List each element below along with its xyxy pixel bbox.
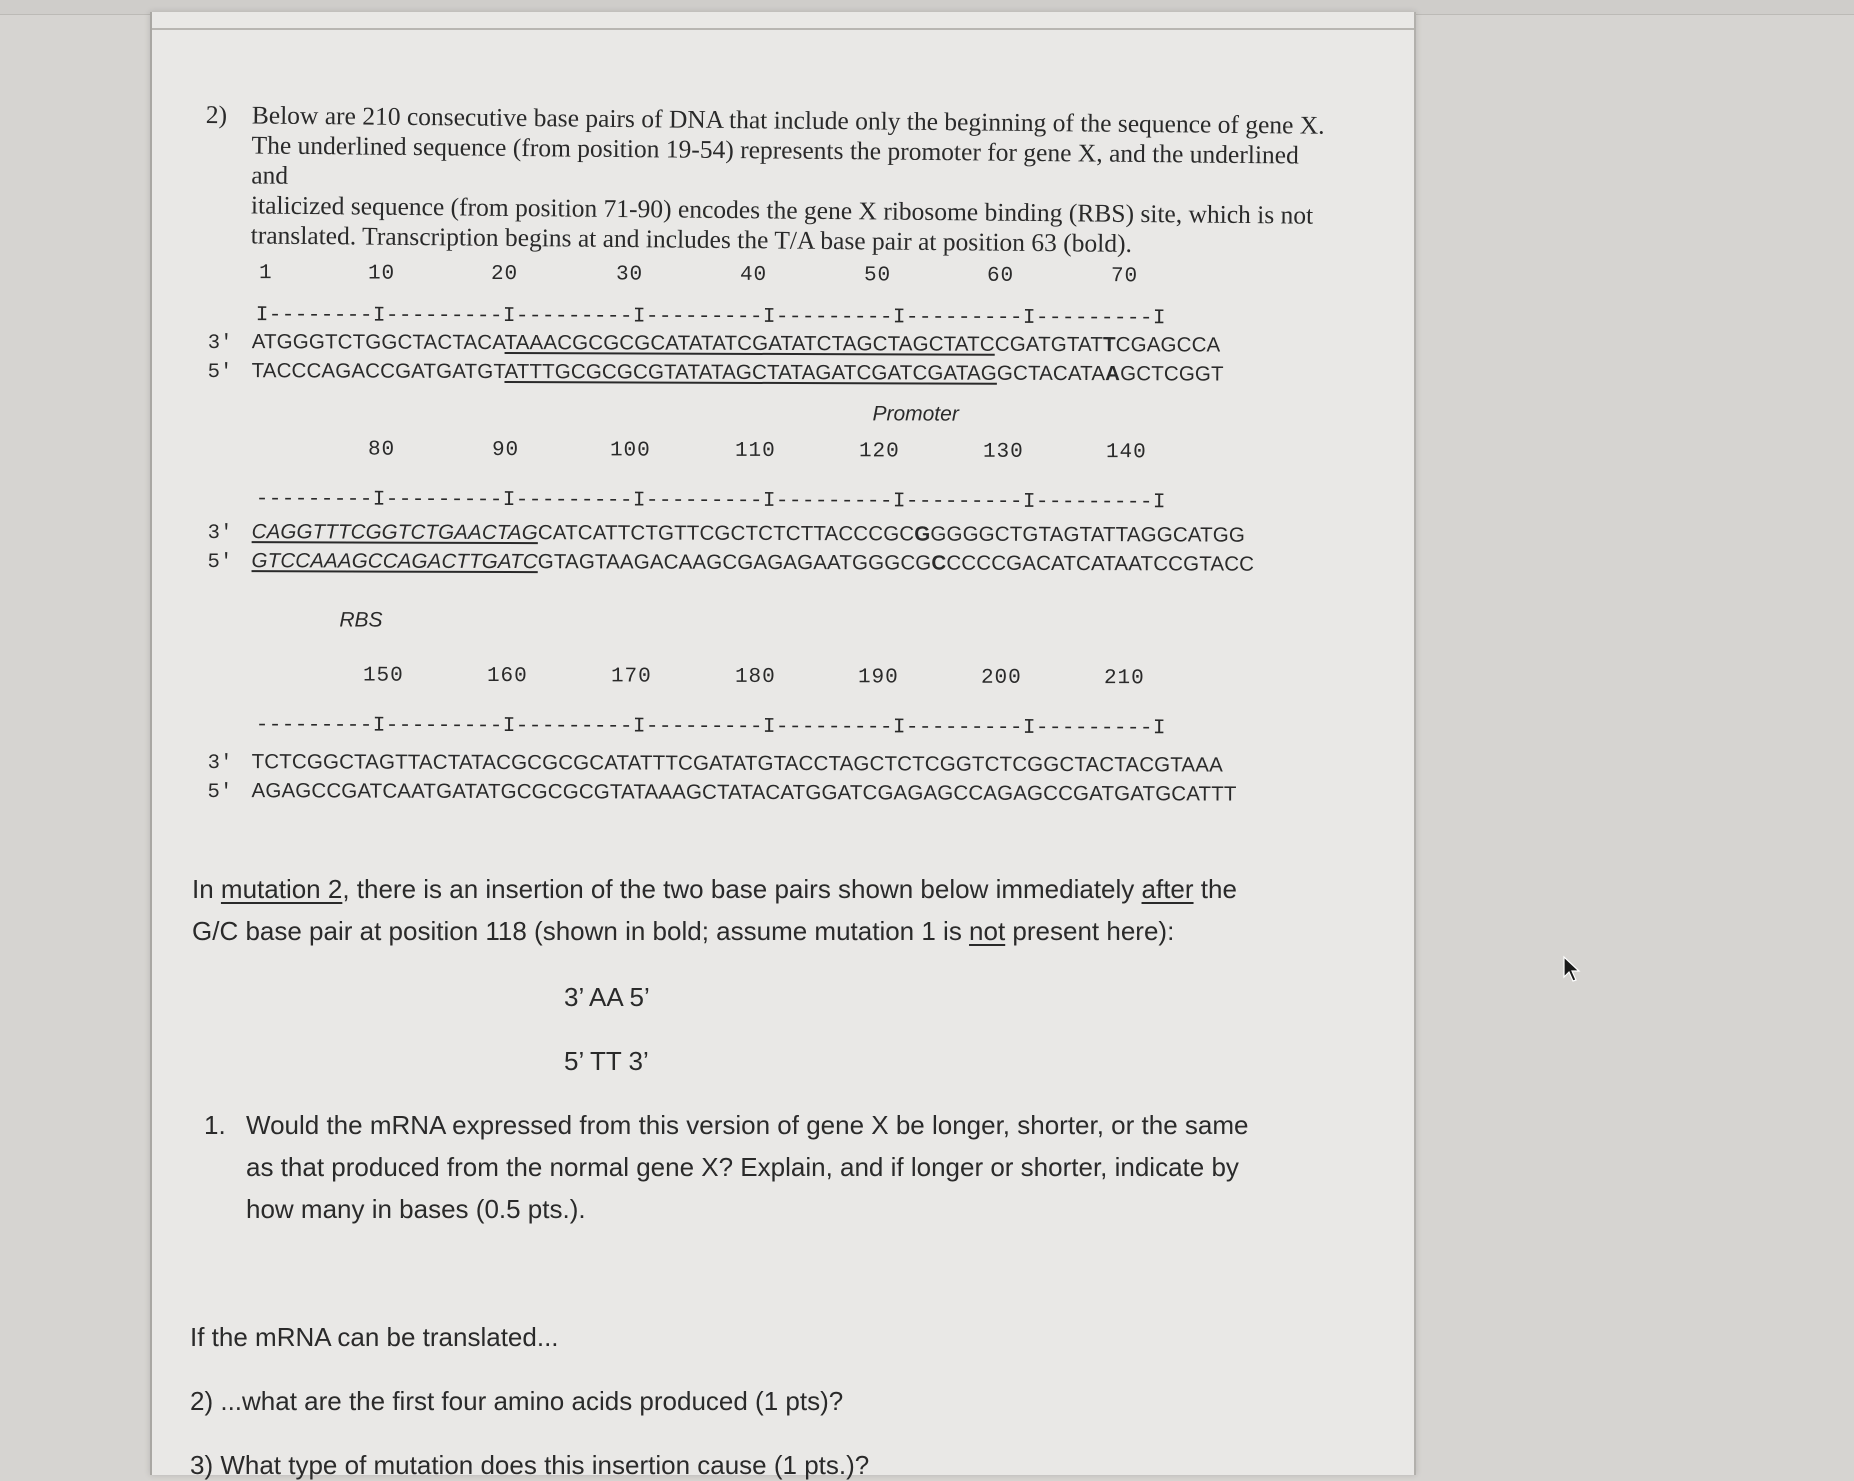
intro-line-1: Below are 210 consecutive base pairs of DNA that include only the beginning of the sequence of gene X. [251,100,1325,140]
position-ticks-1 [208,262,1348,296]
tick-label: 190 [857,666,899,690]
sequence-block-1 [207,262,1348,426]
position-ruler-3: ---------I---------I---------I---------I---------I---------I---------I [255,714,1166,741]
sequence-block-2 [207,438,1348,632]
page-top-rule [152,28,1414,30]
question-3: 3) What type of mutation does this insertion cause (1 pts.)? [190,1450,870,1480]
strand-5prime-2: 5' GTCCAAAGCCAGACTTGATCGTAGTAAGACAAGCGAGAGAATGGGCGCCCCCGACATCATAATCCGTACC [207,549,1255,576]
position-ticks-3 [208,664,1348,698]
mutation-description [192,868,1392,952]
tick-label: 20 [490,262,519,287]
question-1 [204,1104,1354,1230]
tick-label: 170 [610,665,652,689]
sequence-block-3 [208,664,1348,809]
tick-label: 60 [986,264,1015,288]
tick-label: 110 [734,439,776,463]
position-ruler-1: I--------I---------I---------I---------I---------I---------I---------I [255,304,1167,331]
insertion-top-strand: 3’ AA 5’ [564,982,650,1012]
tick-label: 160 [486,664,528,689]
promoter-bottom: ATTTGCGCGCGTATATAGCTATAGATCGATCGATAG [504,360,997,385]
tick-label: 210 [1103,667,1145,691]
tick-label: 130 [982,440,1024,464]
position-ruler-2: ---------I---------I---------I---------I---------I---------I---------I [255,488,1166,515]
position-118-bottom: C [931,551,947,575]
tick-label: 200 [980,666,1022,690]
rbs-top: CAGGTTTCGGTCTGAACTAG [251,520,538,545]
rbs-caption: RBS [339,608,383,632]
mutation-line-2: G/C base pair at position 118 (shown in bold; assume mutation 1 is not present here): [192,916,1175,946]
question-1-number: 1. [204,1110,226,1140]
mutation-line-1: In mutation 2, there is an insertion of the two base pairs shown below immediately after the [192,874,1237,904]
tick-label: 1 [258,262,273,286]
tick-label: 100 [609,439,651,463]
strand-3prime-1: 3' ATGGGTCTGGCTACTACATAAACGCGCGCATATATCGATATCTAGCTAGCTATCCGATGTATTCGAGCCA [207,330,1221,357]
question-1-line-3: how many in bases (0.5 pts.). [246,1194,586,1224]
tick-label: 50 [863,264,892,288]
followup-intro: If the mRNA can be translated... [190,1322,559,1352]
strand-5prime-3: 5' AGAGCCGATCAATGATATGCGCGCGTATAAAGCTATACATGGATCGAGAGCCAGAGCCGATGATGCATTT [207,779,1237,806]
tick-label: 40 [739,263,768,287]
insertion-bottom-strand: 5’ TT 3’ [564,1046,649,1076]
strand-3prime-3: 3' TCTCGGCTAGTTACTATACGCGCGCATATTTCGATATGTACCTAGCTCTCGGTCTCGGCTACTACGTAAA [207,750,1223,777]
strand-3prime-2: 3' CAGGTTTCGGTCTGAACTAGCATCATTCTGTTCGCTCTCTTACCCGCGGGGGCTGTAGTATTAGGCATGG [207,520,1246,547]
tick-label: 30 [615,263,644,287]
tick-label: 140 [1105,441,1147,465]
question-2: 2) ...what are the first four amino acids produced (1 pts)? [190,1386,844,1416]
promoter-caption: Promoter [872,402,959,426]
promoter-top: TAAACGCGCGCATATATCGATATCTAGCTAGCTATC [504,331,995,356]
tick-label: 120 [858,440,900,464]
question-number: 2) [205,100,228,130]
transcription-start-bottom: A [1105,362,1121,386]
transcription-start-top: T [1102,333,1116,357]
tick-label: 70 [1110,265,1139,289]
tick-label: 150 [362,664,404,688]
tick-label: 80 [367,438,396,462]
intro-line-4: translated. Transcription begins at and includes the T/A base pair at position 63 (bold). [250,220,1133,258]
question-intro [205,100,1336,261]
strand-5prime-1: 5' TACCCAGACCGATGATGTATTTGCGCGCGTATATAGCTATAGATCGATCGATAGGCTACATAAGCTCGGT [207,359,1224,386]
tick-label: 10 [367,262,396,286]
intro-line-2: The underlined sequence (from position 19-54) represents the promoter for gene X, and the underlined and [251,130,1299,190]
position-ticks-2 [208,438,1348,472]
worksheet-page [150,12,1416,1480]
position-118-top: G [914,522,931,546]
tick-label: 90 [491,438,520,463]
question-1-line-1: Would the mRNA expressed from this version of gene X be longer, shorter, or the same [246,1110,1249,1140]
question-1-line-2: as that produced from the normal gene X? Explain, and if longer or shorter, indicate by [246,1152,1239,1182]
intro-line-3: italicized sequence (from position 71-90) encodes the gene X ribosome binding (RBS) site, which is not [250,190,1314,230]
mouse-cursor-icon [1562,955,1584,983]
tick-label: 180 [734,665,776,689]
rbs-bottom: GTCCAAAGCCAGACTTGATC [251,549,538,574]
